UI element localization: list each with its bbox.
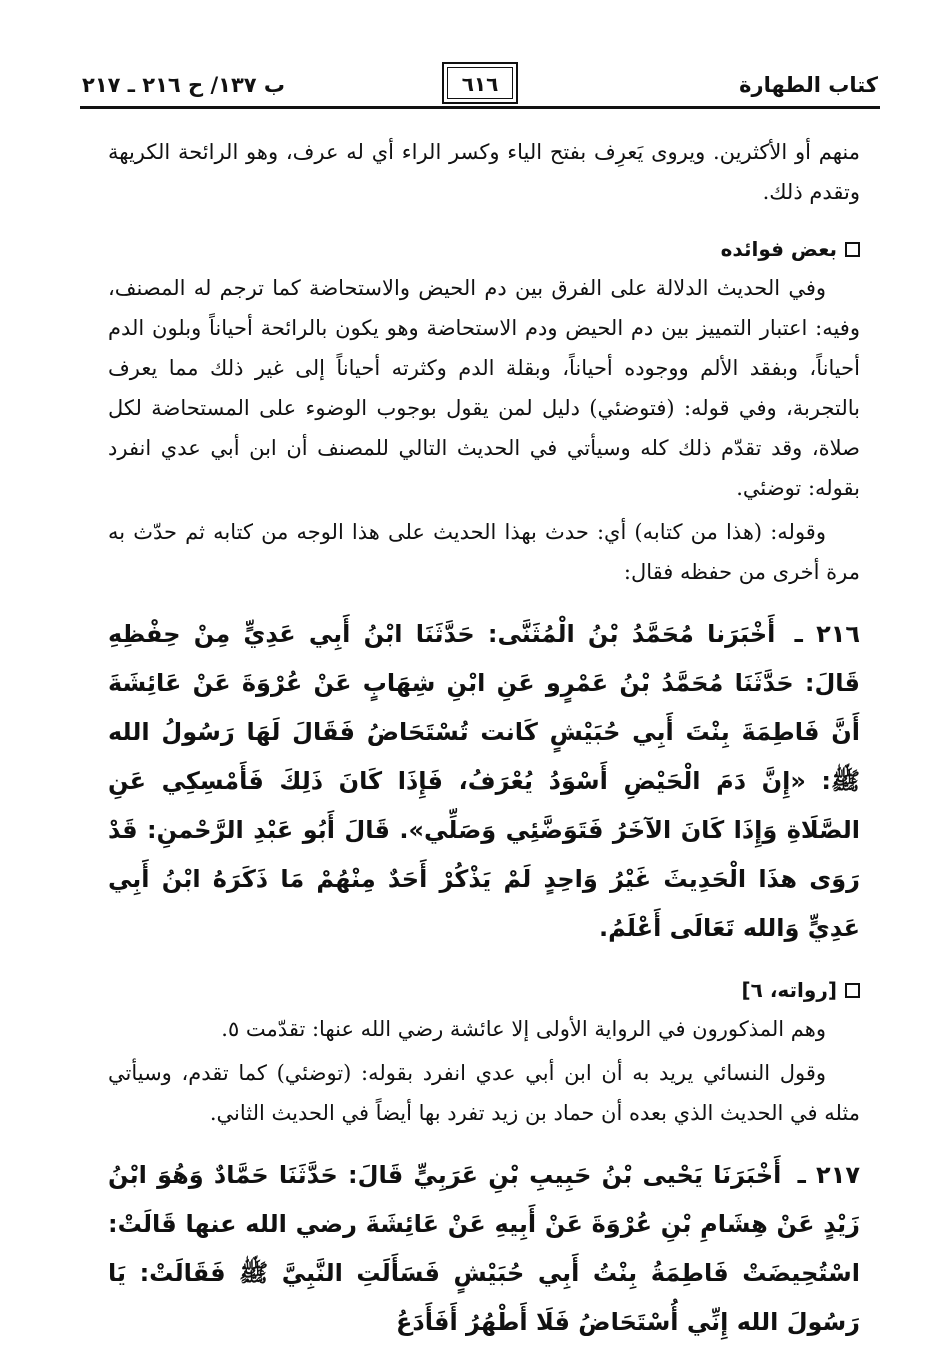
hadith-reference: ب ١٣٧/ ح ٢١٦ ـ ٢١٧ bbox=[82, 73, 286, 97]
square-bullet-icon bbox=[845, 242, 860, 257]
narrators-paragraph-1: وهم المذكورون في الرواية الأولى إلا عائشة رضي الله عنها: تقدّمت ٥. bbox=[221, 1017, 826, 1041]
hadith-217 bbox=[108, 1151, 860, 1347]
hadith-text: أَخْبَرَنَا يَحْيى بْنُ حَبِيبِ بْنِ عَرَبِيٍّ قَالَ: حَدَّثَنَا حَمَّادٌ وَهُوَ ابْنُ زَيْدٍ عَنْ هِشَامِ بْنِ عُرْوَةَ عَنْ أَبِيهِ عَنْ عَائِشَةَ رضي الله عنها قَالَتْ: اسْتُحِيضَتْ فَاطِمَةُ بِنْتُ أَبِي حُبَيْشٍ فَسَأَلَتِ النَّبِيَّ ﷺ فَقَالَتْ: يَا رَسُولَ الله إِنِّي أُسْتَحَاضُ فَلَا أَطْهُرُ أَفَأَدَعُ bbox=[108, 1161, 860, 1336]
chapter-title: كتاب الطهارة bbox=[739, 73, 878, 97]
page-header bbox=[80, 62, 880, 124]
square-bullet-icon bbox=[845, 983, 860, 998]
section-heading-benefits bbox=[108, 234, 860, 264]
page-number: ٦١٦ bbox=[461, 72, 499, 96]
hadith-216 bbox=[108, 610, 860, 953]
benefits-paragraph-1: وفي الحديث الدلالة على الفرق بين دم الحيض والاستحاضة كما ترجم له المصنف، وفيه: اعتبار التمييز بين دم الحيض ودم الاستحاضة وهو يكون بالرائحة أحياناً وبلون الدم أحياناً، وبفقد الألم ووجوده أحياناً، وبقلة الدم وكثرته أحياناً إلى غير ذلك مما يعرف بالتجربة، وفي قوله: (فتوضئي) دليل لمن يقول بوجوب الوضوء على المستحاضة لكل صلاة، وقد تقدّم ذلك كله وسيأتي في الحديث التالي للمصنف أن ابن أبي عدي انفرد بقوله: توضئي. bbox=[108, 276, 860, 500]
hadith-text: أَخْبَرَنا مُحَمَّدُ بْنُ الْمُثَنَّى: حَدَّثَنَا ابْنُ أَبِي عَدِيٍّ مِنْ حِفْظِهِ قَالَ: حَدَّثَنَا مُحَمَّدُ بْنُ عَمْرٍو عَنِ ابْنِ شِهَابٍ عَنْ عُرْوَةَ عَنْ عَائِشَةَ أَنَّ فَاطِمَةَ بِنْتَ أَبِي حُبَيْشٍ كَانت تُسْتَحَاضُ فَقَالَ لَهَا رَسُولُ الله ﷺ: «إِنَّ دَمَ الْحَيْضِ أَسْوَدُ يُعْرَفُ، فَإِذَا كَانَ ذَلِكَ فَأَمْسِكِي عَنِ الصَّلَاةِ وَإِذَا كَانَ الآخَرُ فَتَوَضَّئِي وَصَلِّي». قَالَ أَبُو عَبْدِ الرَّحْمنِ: قَدْ رَوَى هذَا الْحَدِيثَ غَيْرُ وَاحِدٍ لَمْ يَذْكُرْ أَحَدٌ مِنْهُمْ مَا ذَكَرَهُ ابْنُ أَبِي عَدِيٍّ وَالله تَعَالَى أَعْلَمُ. bbox=[108, 620, 860, 942]
header-rule bbox=[80, 106, 880, 109]
top-paragraph: منهم أو الأكثرين. ويروى يَعرِف بفتح الياء وكسر الراء أي له عرف، وهو الرائحة الكريهة وتقدم ذلك. bbox=[108, 140, 860, 204]
section-heading-text: [رواته، ٦] bbox=[741, 978, 837, 1002]
narrators-paragraph-2: وقول النسائي يريد به أن ابن أبي عدي انفرد بقوله: (توضئي) كما تقدم، وسيأتي مثله في الحديث الذي بعده أن حماد بن زيد تفرد بها أيضاً في الحديث الثاني. bbox=[108, 1061, 860, 1125]
page-number-frame bbox=[442, 62, 518, 104]
hadith-number: ٢١٦ ـ bbox=[794, 620, 861, 648]
benefits-paragraph-2: وقوله: (هذا من كتابه) أي: حدث بهذا الحديث على هذا الوجه من كتابه ثم حدّث به مرة أخرى من حفظه فقال: bbox=[108, 520, 860, 584]
section-heading-text: بعض فوائده bbox=[720, 237, 837, 261]
page-content bbox=[108, 132, 860, 1363]
hadith-number: ٢١٧ ـ bbox=[797, 1161, 860, 1189]
section-heading-narrators bbox=[108, 975, 860, 1005]
